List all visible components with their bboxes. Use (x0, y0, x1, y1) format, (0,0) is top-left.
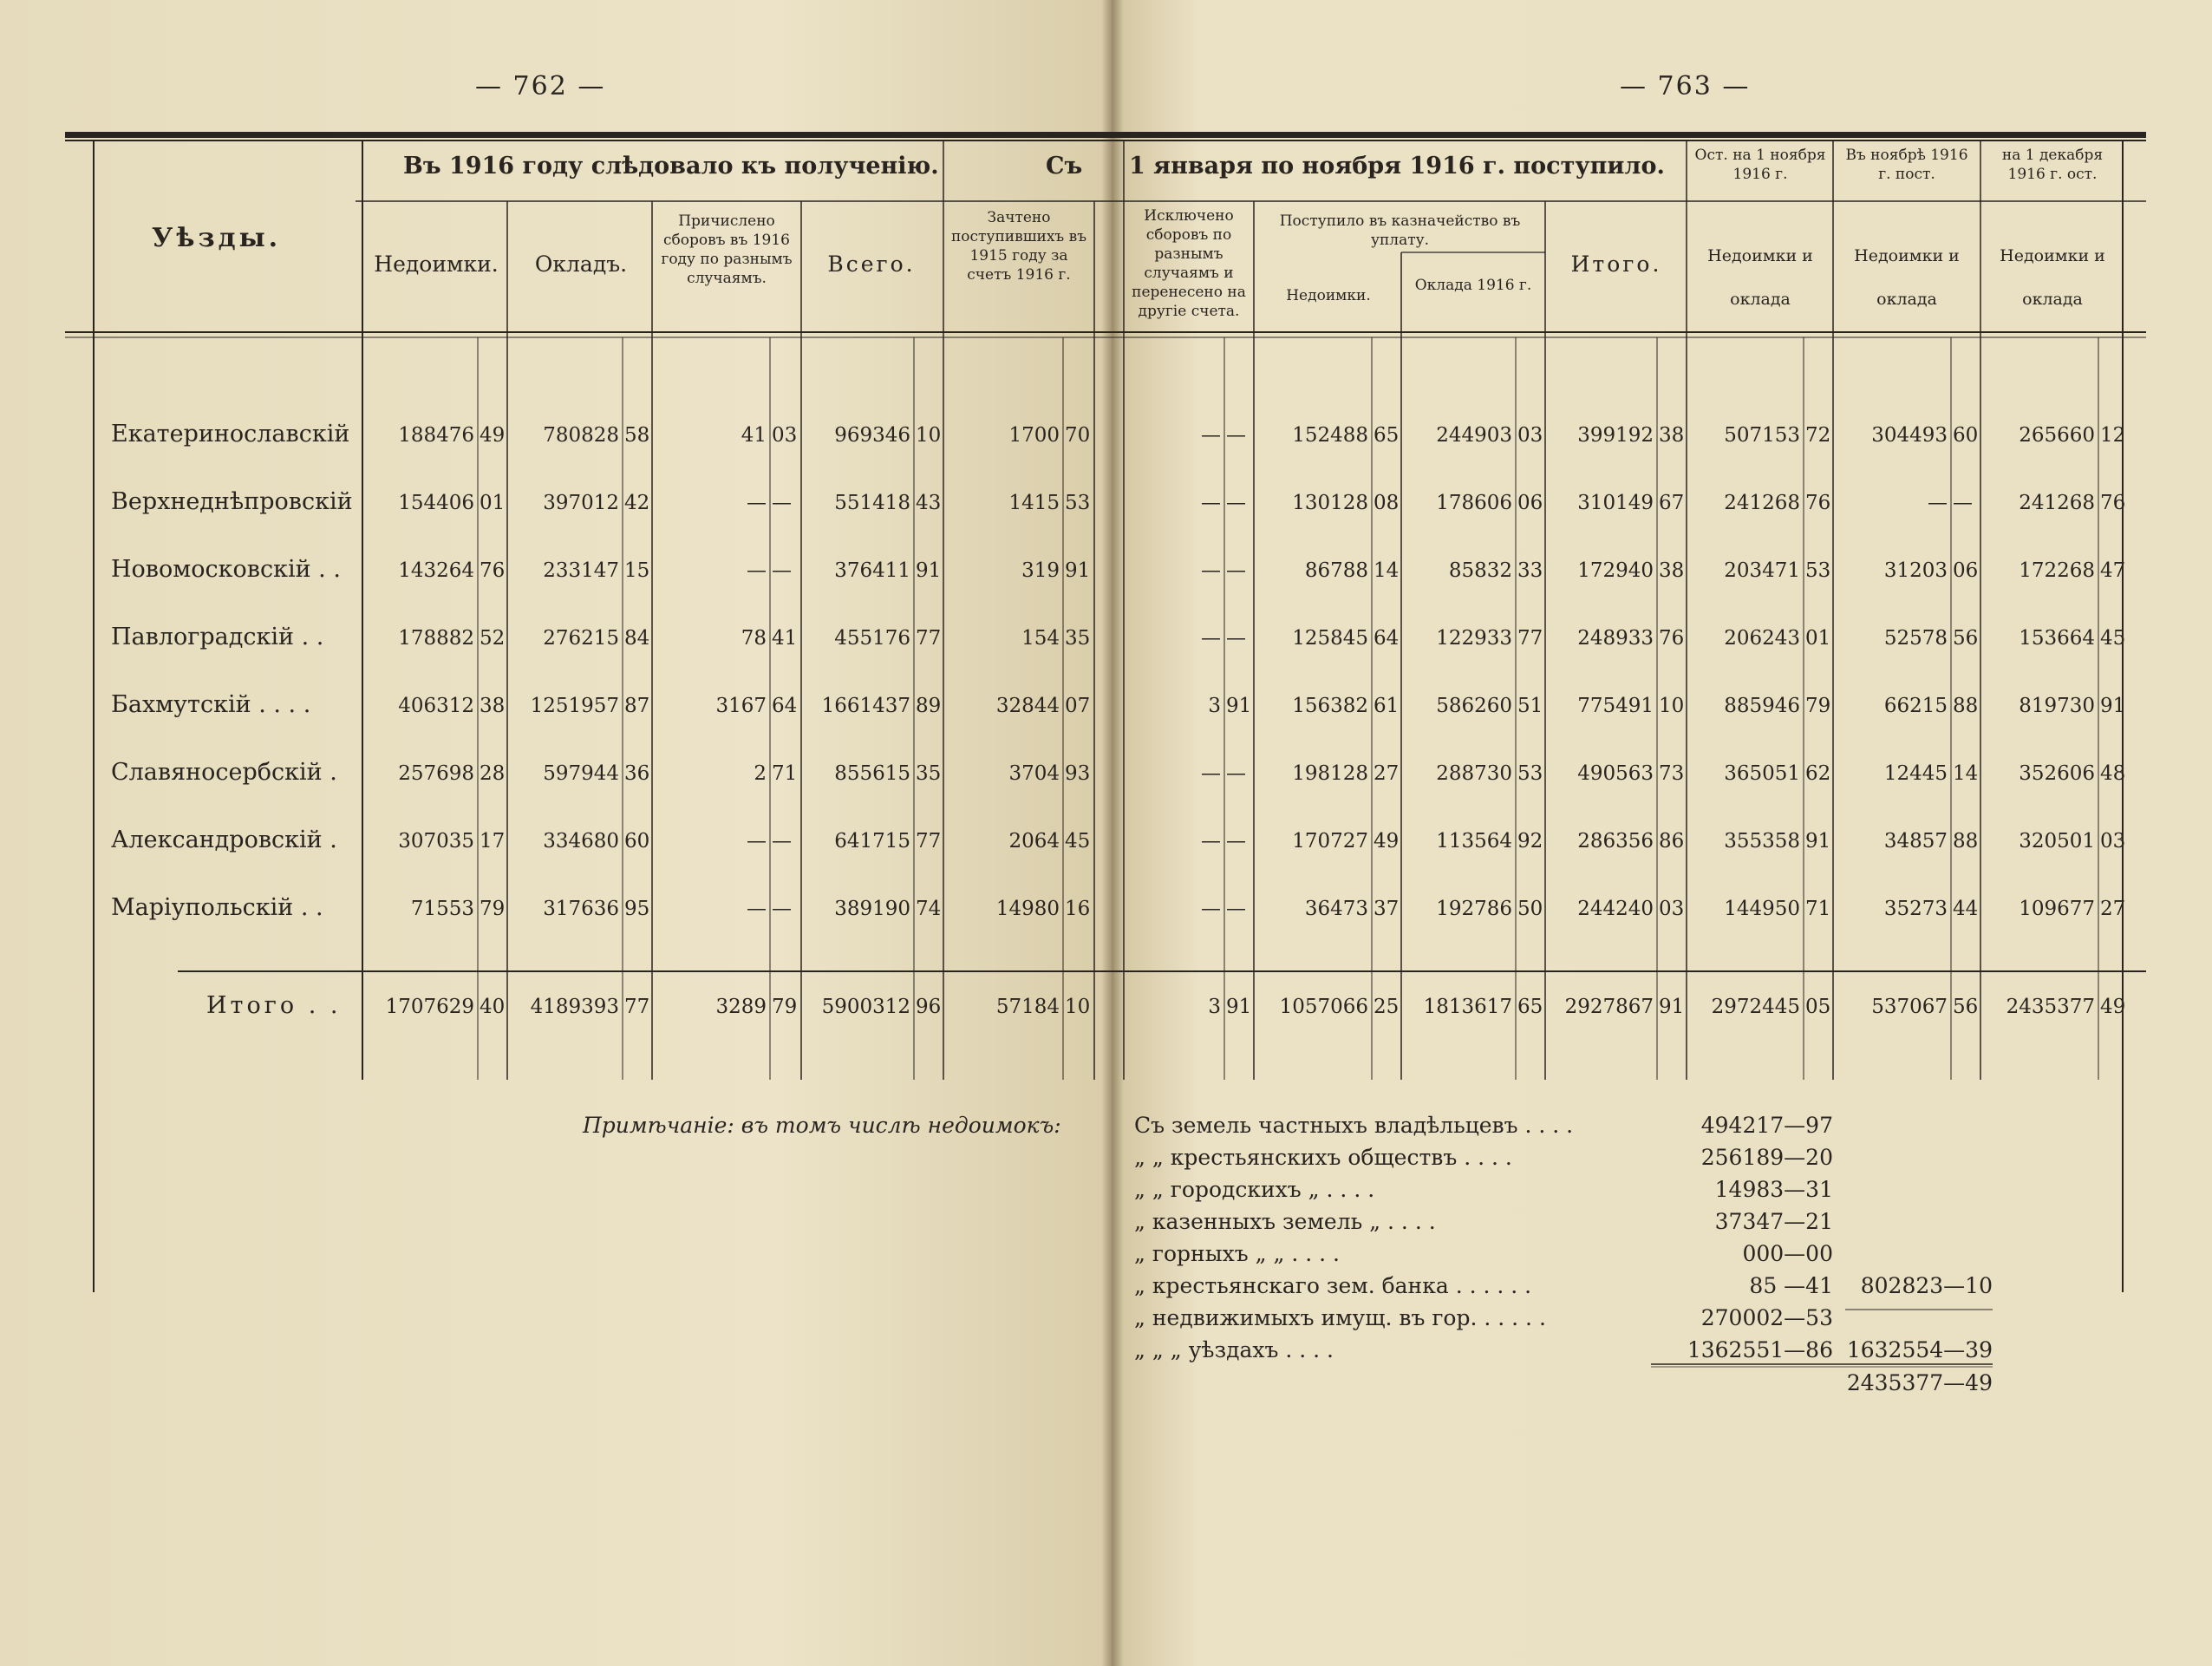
ned-okl-header-2: Недоимки и оклада (1854, 246, 1960, 309)
v-nov-header: Въ ноябрѣ 1916 г. пост. (1845, 147, 1968, 183)
cell-kopecks: 77 (916, 830, 942, 853)
cell-rubles: — (747, 559, 767, 582)
cell-rubles: 113564 (1436, 830, 1512, 853)
cell-rubles: 2972445 (1711, 996, 1800, 1018)
cell-rubles: 41 (741, 424, 767, 447)
cell-rubles: 969346 (834, 424, 910, 447)
cell-kopecks: 60 (1953, 424, 1979, 447)
cell-rubles: 12445 (1883, 762, 1948, 785)
footnote-value: 494217—97 (1700, 1113, 1833, 1138)
cell-rubles: — (1201, 898, 1221, 920)
cell-rubles: 1700 (1008, 424, 1060, 447)
postupilo-kazn-header: Поступило въ казначейство въ уплату. (1279, 212, 1521, 249)
cell-kopecks: 76 (1659, 627, 1685, 650)
cell-kopecks: — (1226, 559, 1246, 582)
cell-kopecks: 92 (1517, 830, 1543, 853)
cell-kopecks: — (772, 898, 792, 920)
cell-kopecks: — (772, 830, 792, 853)
cell-rubles: 507153 (1724, 424, 1800, 447)
cell-rubles: 389190 (834, 898, 910, 920)
cell-kopecks: 15 (624, 559, 650, 582)
cell-kopecks: 56 (1953, 627, 1979, 650)
cell-rubles: 257698 (398, 762, 474, 785)
cell-rubles: 5900312 (821, 996, 910, 1018)
cell-rubles: 152488 (1292, 424, 1368, 447)
cell-kopecks: 49 (2100, 996, 2126, 1018)
isklyucheno-header: Исключено сборовъ по разнымъ случаямъ и перенесено на другіе счета. (1132, 207, 1246, 320)
cell-kopecks: 79 (480, 898, 506, 920)
cell-kopecks: 16 (1065, 898, 1091, 920)
cell-rubles: 885946 (1724, 695, 1800, 717)
cell-kopecks: 61 (1374, 695, 1400, 717)
cell-rubles: 3 (1208, 996, 1221, 1018)
cell-kopecks: 93 (1065, 762, 1091, 785)
cell-kopecks: 40 (480, 996, 506, 1018)
cell-rubles: 244240 (1577, 898, 1654, 920)
cell-rubles: 317636 (543, 898, 619, 920)
footnote-value: 85 —41 (1749, 1273, 1833, 1298)
district-name: Бахмутскій . . . . (111, 691, 311, 718)
ned-okl-header-3: Недоимки и оклада (2000, 246, 2105, 309)
banner-left: Въ 1916 году слѣдовало къ полученію. (403, 153, 939, 180)
district-name: Павлоградскій . . (111, 624, 324, 650)
cell-rubles: 365051 (1724, 762, 1800, 785)
cell-rubles: 3 (1208, 695, 1221, 717)
ned-okl-header-1: Недоимки и оклада (1707, 246, 1813, 309)
cell-rubles: 233147 (543, 559, 619, 582)
cell-kopecks: 77 (624, 996, 650, 1018)
cell-rubles: 3167 (715, 695, 767, 717)
footnote-label: „ казенныхъ земель „ . . . . (1134, 1209, 1436, 1234)
cell-kopecks: 91 (1226, 695, 1252, 717)
cell-kopecks: 52 (480, 627, 506, 650)
footnote-grand-total: 2435377—49 (1846, 1370, 1993, 1395)
cell-rubles: 170727 (1292, 830, 1368, 853)
cell-rubles: 178882 (398, 627, 474, 650)
cell-kopecks: 47 (2100, 559, 2126, 582)
footnote-value: 37347—21 (1714, 1209, 1833, 1234)
district-name: Маріупольскій . . (111, 894, 323, 921)
cell-kopecks: 71 (772, 762, 798, 785)
cell-rubles: 153664 (2019, 627, 2095, 650)
footnote-label: „ „ крестьянскихъ обществъ . . . . (1134, 1145, 1512, 1170)
cell-rubles: 1661437 (821, 695, 910, 717)
district-name: Новомосковскій . . (111, 556, 341, 583)
cell-rubles: 286356 (1577, 830, 1654, 853)
cell-rubles: 14980 (995, 898, 1060, 920)
cell-rubles: 203471 (1724, 559, 1800, 582)
cell-kopecks: 64 (1374, 627, 1400, 650)
banner-mid: Съ (1046, 153, 1083, 180)
cell-rubles: 31203 (1883, 559, 1948, 582)
cell-rubles: 172268 (2019, 559, 2095, 582)
cell-kopecks: 27 (1374, 762, 1400, 785)
cell-kopecks: 38 (1659, 424, 1685, 447)
footnote-lead-text: Примѣчаніе: въ томъ числѣ недоимокъ: (583, 1113, 1061, 1138)
cell-rubles: 35273 (1883, 898, 1948, 920)
uezdy-header: Уѣзды. (152, 223, 282, 253)
cell-kopecks: 05 (1805, 996, 1831, 1018)
cell-kopecks: — (1226, 830, 1246, 853)
cell-rubles: 241268 (1724, 492, 1800, 514)
cell-rubles: 144950 (1724, 898, 1800, 920)
cell-kopecks: 60 (624, 830, 650, 853)
cell-rubles: 1813617 (1423, 996, 1512, 1018)
cell-kopecks: 91 (2100, 695, 2126, 717)
cell-rubles: 188476 (398, 424, 474, 447)
cell-rubles: 34857 (1883, 830, 1948, 853)
cell-rubles: 334680 (543, 830, 619, 853)
cell-kopecks: 35 (916, 762, 942, 785)
cell-rubles: — (1201, 492, 1221, 514)
cell-kopecks: 36 (624, 762, 650, 785)
itogo-header: Итого. (1570, 252, 1662, 277)
cell-kopecks: 87 (624, 695, 650, 717)
district-name: Верхнеднѣпровскій (111, 488, 353, 515)
cell-kopecks: 12 (2100, 424, 2126, 447)
cell-rubles: 154 (1021, 627, 1060, 650)
cell-rubles: 78 (741, 627, 767, 650)
cell-rubles: 1415 (1008, 492, 1060, 514)
cell-rubles: 855615 (834, 762, 910, 785)
cell-kopecks: 86 (1659, 830, 1685, 853)
cell-kopecks: 56 (1953, 996, 1979, 1018)
cell-rubles: 156382 (1292, 695, 1368, 717)
cell-rubles: 85832 (1448, 559, 1512, 582)
cell-kopecks: 33 (1517, 559, 1543, 582)
cell-kopecks: 27 (2100, 898, 2126, 920)
cell-kopecks: 38 (480, 695, 506, 717)
cell-rubles: 178606 (1436, 492, 1512, 514)
cell-kopecks: 01 (1805, 627, 1831, 650)
cell-kopecks: 91 (1659, 996, 1685, 1018)
cell-kopecks: 28 (480, 762, 506, 785)
footnote-subtotal: 1632554—39 (1846, 1337, 1993, 1362)
cell-rubles: 320501 (2019, 830, 2095, 853)
cell-kopecks: 14 (1374, 559, 1400, 582)
cell-rubles: 2 (754, 762, 767, 785)
cell-rubles: 3704 (1008, 762, 1060, 785)
cell-kopecks: 03 (2100, 830, 2126, 853)
cell-rubles: 597944 (543, 762, 619, 785)
cell-kopecks: 37 (1374, 898, 1400, 920)
cell-kopecks: — (772, 492, 792, 514)
vsego-header: Всего. (827, 252, 916, 277)
cell-kopecks: 91 (1805, 830, 1831, 853)
cell-kopecks: — (1226, 627, 1246, 650)
cell-rubles: 52578 (1883, 627, 1948, 650)
cell-rubles: — (1201, 830, 1221, 853)
cell-rubles: — (747, 898, 767, 920)
cell-rubles: 36473 (1304, 898, 1368, 920)
cell-rubles: 248933 (1577, 627, 1654, 650)
cell-rubles: 206243 (1724, 627, 1800, 650)
footnote-value: 000—00 (1742, 1241, 1833, 1266)
cell-kopecks: — (1226, 492, 1246, 514)
nedoimki-header: Недоимки. (374, 252, 499, 277)
cell-kopecks: 14 (1953, 762, 1979, 785)
cell-kopecks: 76 (1805, 492, 1831, 514)
cell-rubles: 1707629 (385, 996, 474, 1018)
cell-kopecks: 53 (1805, 559, 1831, 582)
cell-rubles: 57184 (995, 996, 1060, 1018)
footnote-label: „ недвижимыхъ имущ. въ гор. . . . . . (1134, 1305, 1546, 1330)
cell-rubles: 490563 (1577, 762, 1654, 785)
footnote-label: „ горныхъ „ „ . . . . (1134, 1241, 1340, 1266)
cell-rubles: 310149 (1577, 492, 1654, 514)
cell-rubles: 352606 (2019, 762, 2095, 785)
cell-rubles: 304493 (1871, 424, 1948, 447)
cell-rubles: 2064 (1008, 830, 1060, 853)
cell-kopecks: 03 (1517, 424, 1543, 447)
cell-rubles: 244903 (1436, 424, 1512, 447)
cell-rubles: 2927867 (1564, 996, 1654, 1018)
cell-rubles: — (1201, 627, 1221, 650)
cell-kopecks: 79 (1805, 695, 1831, 717)
right-page-number: — 763 — (1620, 71, 1751, 101)
cell-kopecks: 79 (772, 996, 798, 1018)
cell-rubles: 397012 (543, 492, 619, 514)
cell-rubles: — (1201, 559, 1221, 582)
cell-kopecks: 76 (480, 559, 506, 582)
post-oklada-header: Оклада 1916 г. (1414, 277, 1532, 294)
cell-rubles: 192786 (1436, 898, 1512, 920)
cell-rubles: 86788 (1304, 559, 1368, 582)
cell-kopecks: 48 (2100, 762, 2126, 785)
cell-kopecks: 89 (916, 695, 942, 717)
cell-rubles: 537067 (1871, 996, 1948, 1018)
prichisleno-header: Причислено сборовъ въ 1916 году по разнымъ случаямъ. (661, 212, 793, 287)
ost-nov-header: Ост. на 1 ноября 1916 г. (1694, 147, 1826, 183)
cell-kopecks: 88 (1953, 830, 1979, 853)
cell-kopecks: 01 (480, 492, 506, 514)
cell-rubles: 780828 (543, 424, 619, 447)
cell-kopecks: 65 (1517, 996, 1543, 1018)
cell-kopecks: 71 (1805, 898, 1831, 920)
cell-kopecks: 91 (1065, 559, 1091, 582)
cell-kopecks: 96 (916, 996, 942, 1018)
zachteno-header: Зачтено поступившихъ въ 1915 году за счетъ 1916 г. (950, 209, 1087, 284)
cell-kopecks: 35 (1065, 627, 1091, 650)
cell-kopecks: 51 (1517, 695, 1543, 717)
cell-rubles: — (1201, 424, 1221, 447)
cell-kopecks: — (772, 559, 792, 582)
cell-kopecks: — (1226, 762, 1246, 785)
cell-kopecks: 06 (1953, 559, 1979, 582)
cell-kopecks: 03 (772, 424, 798, 447)
district-name: Екатеринославскій (111, 421, 350, 448)
na-dec-header: на 1 декабря 1916 г. ост. (2001, 147, 2104, 183)
cell-kopecks: 91 (1226, 996, 1252, 1018)
cell-rubles: 265660 (2019, 424, 2095, 447)
cell-rubles: 819730 (2019, 695, 2095, 717)
cell-rubles: 551418 (834, 492, 910, 514)
cell-kopecks: 77 (1517, 627, 1543, 650)
cell-kopecks: 17 (480, 830, 506, 853)
cell-rubles: 4189393 (530, 996, 619, 1018)
cell-kopecks: 77 (916, 627, 942, 650)
cell-kopecks: 03 (1659, 898, 1685, 920)
cell-kopecks: 74 (916, 898, 942, 920)
cell-rubles: 586260 (1436, 695, 1512, 717)
cell-rubles: — (747, 492, 767, 514)
cell-rubles: 32844 (995, 695, 1060, 717)
cell-kopecks: 72 (1805, 424, 1831, 447)
cell-rubles: 71553 (410, 898, 474, 920)
cell-rubles: 241268 (2019, 492, 2095, 514)
cell-rubles: 125845 (1292, 627, 1368, 650)
cell-rubles: 122933 (1436, 627, 1512, 650)
cell-kopecks: 44 (1953, 898, 1979, 920)
footnote-subtotal: 802823—10 (1860, 1273, 1993, 1298)
cell-kopecks: — (1226, 424, 1246, 447)
cell-rubles: 143264 (398, 559, 474, 582)
cell-kopecks: — (1226, 898, 1246, 920)
cell-rubles: 399192 (1577, 424, 1654, 447)
cell-kopecks: 91 (916, 559, 942, 582)
cell-rubles: 198128 (1292, 762, 1368, 785)
top-thick-rule (65, 132, 2146, 138)
cell-rubles: 154406 (398, 492, 474, 514)
cell-rubles: 3289 (715, 996, 767, 1018)
cell-rubles: 276215 (543, 627, 619, 650)
cell-kopecks: 58 (624, 424, 650, 447)
post-nedoimki-header: Недоимки. (1286, 287, 1371, 304)
cell-kopecks: 53 (1065, 492, 1091, 514)
cell-kopecks: 07 (1065, 695, 1091, 717)
footnote-label: „ „ городскихъ „ . . . . (1134, 1177, 1375, 1202)
cell-kopecks: 64 (772, 695, 798, 717)
footnote-value: 256189—20 (1700, 1145, 1833, 1170)
cell-rubles: 1251957 (530, 695, 619, 717)
cell-kopecks: 43 (916, 492, 942, 514)
left-page-number: — 762 — (475, 71, 606, 101)
cell-kopecks: 25 (1374, 996, 1400, 1018)
cell-kopecks: 42 (624, 492, 650, 514)
cell-rubles: 355358 (1724, 830, 1800, 853)
cell-rubles: 288730 (1436, 762, 1512, 785)
cell-rubles: 130128 (1292, 492, 1368, 514)
cell-rubles: 2435377 (2006, 996, 2095, 1018)
cell-kopecks: 49 (480, 424, 506, 447)
cell-rubles: 775491 (1577, 695, 1654, 717)
cell-rubles: — (1201, 762, 1221, 785)
cell-rubles: 319 (1021, 559, 1060, 582)
total-label: Итого . . (206, 992, 342, 1019)
cell-kopecks: 41 (772, 627, 798, 650)
cell-kopecks: 45 (2100, 627, 2126, 650)
cell-rubles: 1057066 (1279, 996, 1368, 1018)
cell-kopecks: 84 (624, 627, 650, 650)
cell-kopecks: 76 (2100, 492, 2126, 514)
cell-rubles: 109677 (2019, 898, 2095, 920)
cell-rubles: 376411 (834, 559, 910, 582)
cell-kopecks: 73 (1659, 762, 1685, 785)
cell-rubles: 66215 (1883, 695, 1948, 717)
cell-rubles: 641715 (834, 830, 910, 853)
cell-kopecks: 62 (1805, 762, 1831, 785)
cell-kopecks: 53 (1517, 762, 1543, 785)
cell-kopecks: 95 (624, 898, 650, 920)
cell-kopecks: 65 (1374, 424, 1400, 447)
cell-rubles: 455176 (834, 627, 910, 650)
footnote-value: 14983—31 (1714, 1177, 1833, 1202)
footnote-label: „ „ „ уѣздахъ . . . . (1134, 1337, 1334, 1362)
cell-rubles: — (747, 830, 767, 853)
cell-kopecks: 70 (1065, 424, 1091, 447)
cell-kopecks: 10 (1065, 996, 1091, 1018)
cell-rubles: 307035 (398, 830, 474, 853)
oklad-header: Окладъ. (534, 252, 628, 277)
cell-kopecks: 88 (1953, 695, 1979, 717)
cell-kopecks: 10 (916, 424, 942, 447)
cell-rubles: — (1928, 492, 1948, 514)
banner-right: 1 января по ноября 1916 г. поступило. (1129, 153, 1665, 180)
district-name: Александровскій . (111, 826, 337, 853)
cell-kopecks: 50 (1517, 898, 1543, 920)
cell-kopecks: 49 (1374, 830, 1400, 853)
cell-kopecks: 06 (1517, 492, 1543, 514)
cell-kopecks: 67 (1659, 492, 1685, 514)
footnote-label: „ крестьянскаго зем. банка . . . . . . (1134, 1273, 1532, 1298)
district-name: Славяносербскій . (111, 759, 337, 786)
footnote-value: 1362551—86 (1687, 1337, 1833, 1362)
cell-kopecks: 10 (1659, 695, 1685, 717)
cell-kopecks: — (1953, 492, 1973, 514)
cell-rubles: 172940 (1577, 559, 1654, 582)
footnote-value: 270002—53 (1700, 1305, 1833, 1330)
cell-kopecks: 08 (1374, 492, 1400, 514)
cell-kopecks: 45 (1065, 830, 1091, 853)
cell-rubles: 406312 (398, 695, 474, 717)
cell-kopecks: 38 (1659, 559, 1685, 582)
footnote-lead (583, 1113, 1061, 1138)
footnote-label: Съ земель частныхъ владѣльцевъ . . . . (1134, 1113, 1574, 1138)
